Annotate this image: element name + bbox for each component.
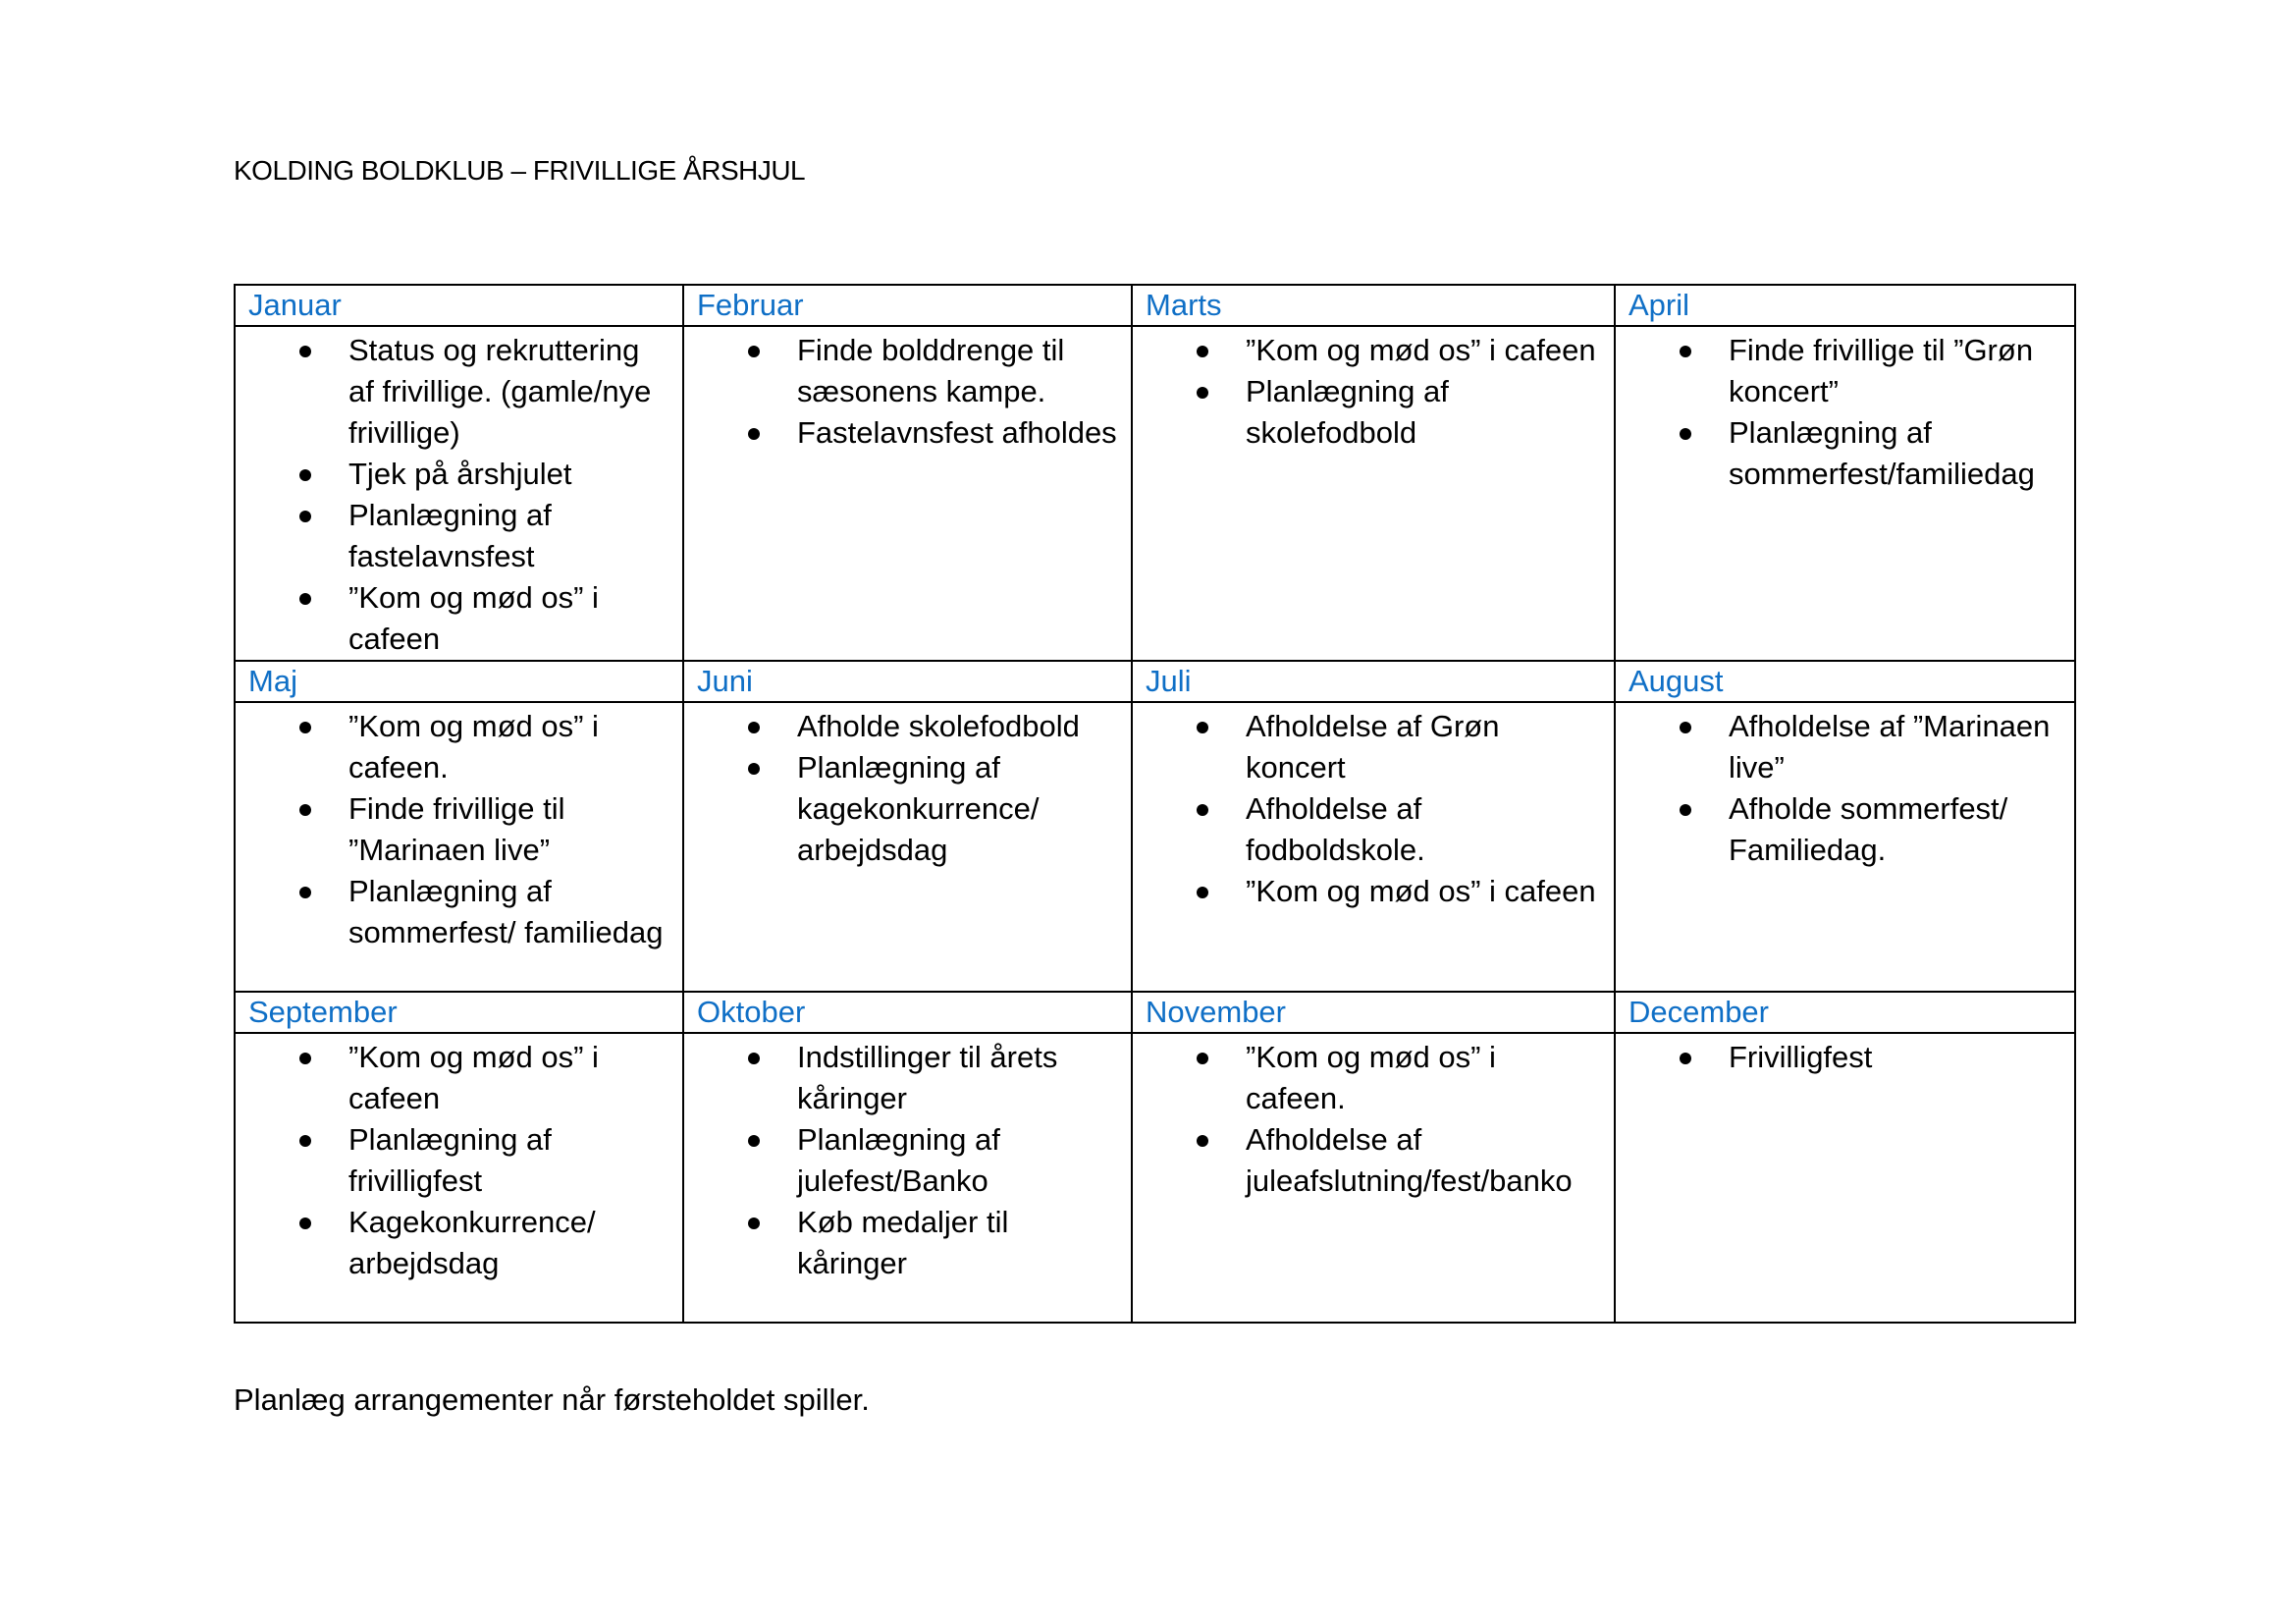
month-items-februar — [683, 326, 1132, 661]
task-item: Planlægning af sommerfest/familiedag — [1616, 412, 2064, 495]
task-item: Tjek på årshjulet — [236, 454, 672, 495]
year-wheel-table — [234, 284, 2076, 1324]
month-items-juli — [1132, 702, 1615, 992]
task-item: ”Kom og mød os” i cafeen. — [236, 706, 672, 788]
task-item: Planlægning af julefest/Banko — [684, 1119, 1121, 1202]
task-item: Køb medaljer til kåringer — [684, 1202, 1121, 1284]
month-heading-januar: Januar — [235, 285, 683, 326]
task-item: ”Kom og mød os” i cafeen. — [1133, 1037, 1604, 1119]
task-list — [1616, 327, 2074, 495]
task-item: Afholdelse af ”Marinaen live” — [1616, 706, 2064, 788]
month-heading-oktober: Oktober — [683, 992, 1132, 1033]
month-items-oktober — [683, 1033, 1132, 1323]
month-items-maj — [235, 702, 683, 992]
task-item: Planlægning af fastelavnsfest — [236, 495, 672, 577]
task-item: Finde frivillige til ”Grøn koncert” — [1616, 330, 2064, 412]
task-item: Planlægning af sommerfest/ familiedag — [236, 871, 672, 953]
task-item: Indstillinger til årets kåringer — [684, 1037, 1121, 1119]
month-heading-december: December — [1615, 992, 2075, 1033]
month-items-august — [1615, 702, 2075, 992]
month-items-row — [235, 702, 2075, 992]
task-list — [1133, 1034, 1614, 1202]
task-list — [1616, 1034, 2074, 1078]
month-heading-april: April — [1615, 285, 2075, 326]
month-heading-row — [235, 992, 2075, 1033]
task-list — [236, 703, 682, 953]
month-heading-juni: Juni — [683, 661, 1132, 702]
task-list — [684, 703, 1131, 871]
month-heading-maj: Maj — [235, 661, 683, 702]
task-item: ”Kom og mød os” i cafeen — [236, 1037, 672, 1119]
task-item: Afholdelse af juleafslutning/fest/banko — [1133, 1119, 1604, 1202]
task-item: Frivilligfest — [1616, 1037, 2064, 1078]
month-heading-juli: Juli — [1132, 661, 1615, 702]
task-item: Planlægning af skolefodbold — [1133, 371, 1604, 454]
task-item: Afholdelse af fodboldskole. — [1133, 788, 1604, 871]
task-item: ”Kom og mød os” i cafeen — [1133, 330, 1604, 371]
task-list — [1133, 327, 1614, 454]
task-list — [1133, 703, 1614, 912]
task-item: Fastelavnsfest afholdes — [684, 412, 1121, 454]
task-item: Finde bolddrenge til sæsonens kampe. — [684, 330, 1121, 412]
month-heading-november: November — [1132, 992, 1615, 1033]
task-item: ”Kom og mød os” i cafeen — [236, 577, 672, 660]
task-item: Planlægning af kagekonkurrence/ arbejdsdag — [684, 747, 1121, 871]
task-item: Afholde skolefodbold — [684, 706, 1121, 747]
month-items-row — [235, 326, 2075, 661]
month-items-marts — [1132, 326, 1615, 661]
month-items-row — [235, 1033, 2075, 1323]
month-items-april — [1615, 326, 2075, 661]
task-item: Status og rekruttering af frivillige. (gamle/nye frivillige) — [236, 330, 672, 454]
task-item: Afholde sommerfest/ Familiedag. — [1616, 788, 2064, 871]
task-list — [236, 327, 682, 660]
month-heading-row — [235, 285, 2075, 326]
task-list — [1616, 703, 2074, 871]
month-heading-august: August — [1615, 661, 2075, 702]
month-heading-marts: Marts — [1132, 285, 1615, 326]
month-items-januar — [235, 326, 683, 661]
month-items-december — [1615, 1033, 2075, 1323]
task-list — [684, 327, 1131, 454]
task-item: Planlægning af frivilligfest — [236, 1119, 672, 1202]
task-list — [684, 1034, 1131, 1284]
task-item: Kagekonkurrence/ arbejdsdag — [236, 1202, 672, 1284]
document-title: KOLDING BOLDKLUB – FRIVILLIGE ÅRSHJUL — [234, 155, 806, 186]
month-heading-september: September — [235, 992, 683, 1033]
month-heading-februar: Februar — [683, 285, 1132, 326]
task-item: Finde frivillige til ”Marinaen live” — [236, 788, 672, 871]
month-items-november — [1132, 1033, 1615, 1323]
task-item: ”Kom og mød os” i cafeen — [1133, 871, 1604, 912]
month-heading-row — [235, 661, 2075, 702]
footer-note: Planlæg arrangementer når førsteholdet spiller. — [234, 1382, 870, 1417]
month-items-juni — [683, 702, 1132, 992]
task-list — [236, 1034, 682, 1284]
month-items-september — [235, 1033, 683, 1323]
task-item: Afholdelse af Grøn koncert — [1133, 706, 1604, 788]
